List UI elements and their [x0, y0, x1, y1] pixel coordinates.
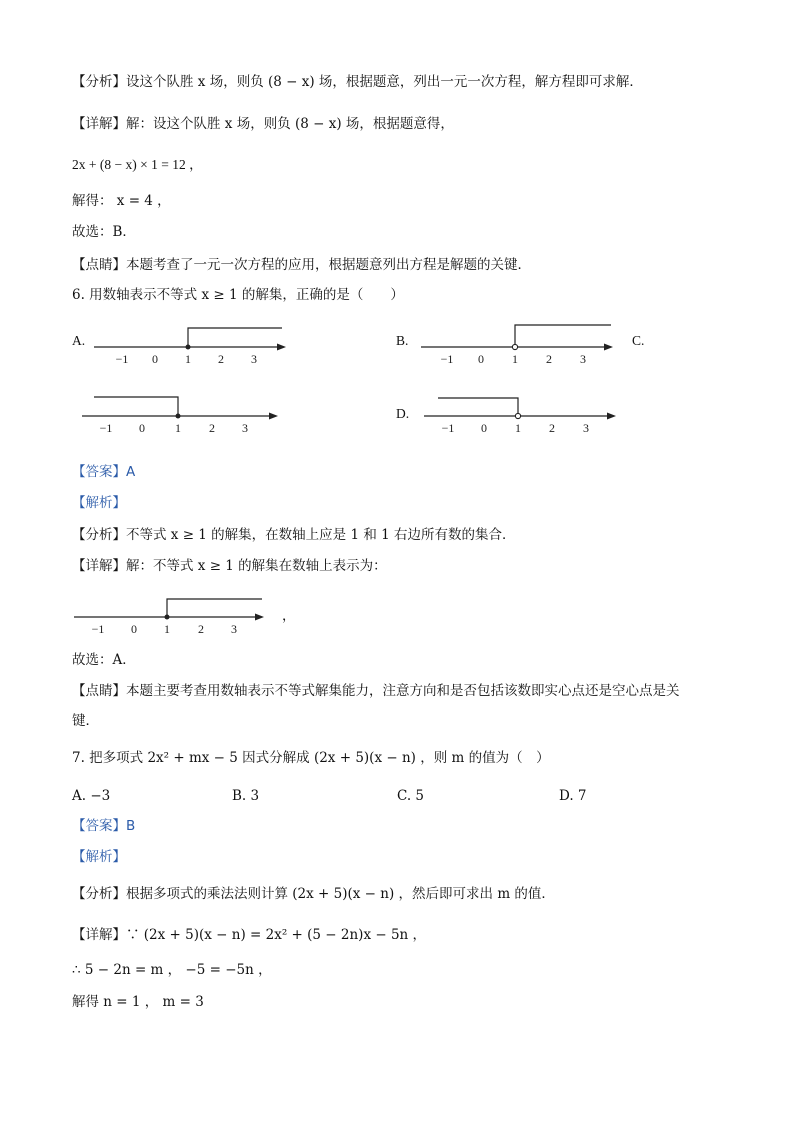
- q6-option-d-label: D.: [396, 406, 410, 421]
- numline-solution: [74, 592, 274, 642]
- q7-answer: 【答案】B: [72, 818, 136, 834]
- q5-comment: 【点睛】本题考查了一元一次方程的应用，根据题意列出方程是解题的关键．: [72, 257, 531, 273]
- tick-label: 1: [515, 421, 521, 435]
- solid-point: [176, 414, 181, 419]
- hollow-point: [512, 344, 517, 349]
- axis-arrow: [277, 344, 286, 351]
- q5-detail: 【详解】解：设这个队胜 x 场，则负 (8 − x) 场，根据题意得，: [72, 116, 454, 132]
- tick-label: 3: [583, 421, 589, 435]
- q6-jiexi: 【解析】: [72, 495, 126, 511]
- axis-arrow: [604, 344, 613, 351]
- numline-option-c: [82, 394, 282, 444]
- hollow-point: [515, 413, 520, 418]
- solution-ray: [94, 397, 178, 416]
- q5-equation: 2x + (8 − x) × 1 = 12 ，: [72, 157, 203, 172]
- q6-option-c-label: C.: [632, 333, 645, 348]
- q7-solve: 解得 n = 1 ， m = 3: [72, 994, 204, 1010]
- axis-arrow: [255, 614, 264, 621]
- tick-label: 0: [478, 352, 484, 366]
- tick-label: 3: [231, 622, 237, 636]
- q6-detail: 【详解】解：不等式 x ≥ 1 的解集在数轴上表示为：: [72, 558, 387, 574]
- q6-option-b-label: B.: [396, 333, 409, 348]
- tick-label: −1: [99, 421, 113, 435]
- solid-point: [186, 345, 191, 350]
- q5-solve: 解得： x = 4 ，: [72, 193, 171, 209]
- tick-label: 1: [175, 421, 181, 435]
- tick-label: 1: [512, 352, 518, 366]
- q7-option-d: D. 7: [559, 788, 587, 804]
- solution-ray: [167, 599, 262, 617]
- q6-stem: 6. 用数轴表示不等式 x ≥ 1 的解集，正确的是（ ）: [72, 287, 404, 303]
- q7-jiexi: 【解析】: [72, 849, 126, 865]
- tick-label: 0: [131, 622, 137, 636]
- solution-ray: [438, 398, 518, 413]
- q6-answer: 【答案】A: [72, 464, 136, 480]
- tick-label: 0: [152, 352, 158, 366]
- tick-label: −1: [91, 622, 105, 636]
- q7-detail: 【详解】∵ (2x + 5)(x − n) = 2x² + (5 − 2n)x − 5n ，: [72, 927, 427, 943]
- tick-label: 2: [198, 622, 204, 636]
- q6-choose: 故选：A．: [72, 652, 136, 668]
- q6-comment-1: 【点睛】本题主要考查用数轴表示不等式解集能力，注意方向和是否包括该数即实心点还是空心点是关: [72, 683, 680, 699]
- numline-option-b: [421, 322, 621, 372]
- solution-ray: [515, 325, 611, 344]
- tick-label: 1: [164, 622, 170, 636]
- tick-label: 1: [185, 352, 191, 366]
- q6-comment-2: 键．: [72, 713, 99, 729]
- tick-label: 2: [546, 352, 552, 366]
- q6-option-a-label: A.: [72, 333, 86, 348]
- q5-choose: 故选：B．: [72, 224, 136, 240]
- tick-label: 2: [549, 421, 555, 435]
- tick-label: 2: [218, 352, 224, 366]
- tick-label: −1: [440, 352, 454, 366]
- q6-analysis: 【分析】不等式 x ≥ 1 的解集，在数轴上应是 1 和 1 右边所有数的集合．: [72, 527, 516, 543]
- solution-comma: ，: [282, 608, 296, 623]
- q7-therefore: ∴ 5 − 2n = m ， −5 = −5n ，: [72, 962, 272, 978]
- solid-point: [165, 615, 170, 620]
- q7-option-a: A. −3: [72, 788, 111, 804]
- q7-analysis: 【分析】根据多项式的乘法法则计算 (2x + 5)(x − n) ，然后即可求出 m 的值．: [72, 886, 555, 902]
- tick-label: 0: [139, 421, 145, 435]
- solution-ray: [188, 328, 282, 347]
- tick-label: 2: [209, 421, 215, 435]
- axis-arrow: [607, 413, 616, 420]
- q7-option-c: C. 5: [397, 788, 425, 804]
- q7-stem: 7. 把多项式 2x² + mx − 5 因式分解成 (2x + 5)(x − n) ，则 m 的值为（ ）: [72, 750, 550, 766]
- numline-option-d: [424, 394, 624, 444]
- q5-analysis: 【分析】设这个队胜 x 场，则负 (8 − x) 场，根据题意，列出一元一次方程，解方程即可求解．: [72, 74, 643, 90]
- tick-label: −1: [115, 352, 129, 366]
- tick-label: 3: [251, 352, 257, 366]
- tick-label: 3: [242, 421, 248, 435]
- tick-label: −1: [441, 421, 455, 435]
- q7-option-b: B. 3: [232, 788, 260, 804]
- tick-label: 0: [481, 421, 487, 435]
- numline-option-a: [94, 322, 294, 372]
- axis-arrow: [269, 413, 278, 420]
- tick-label: 3: [580, 352, 586, 366]
